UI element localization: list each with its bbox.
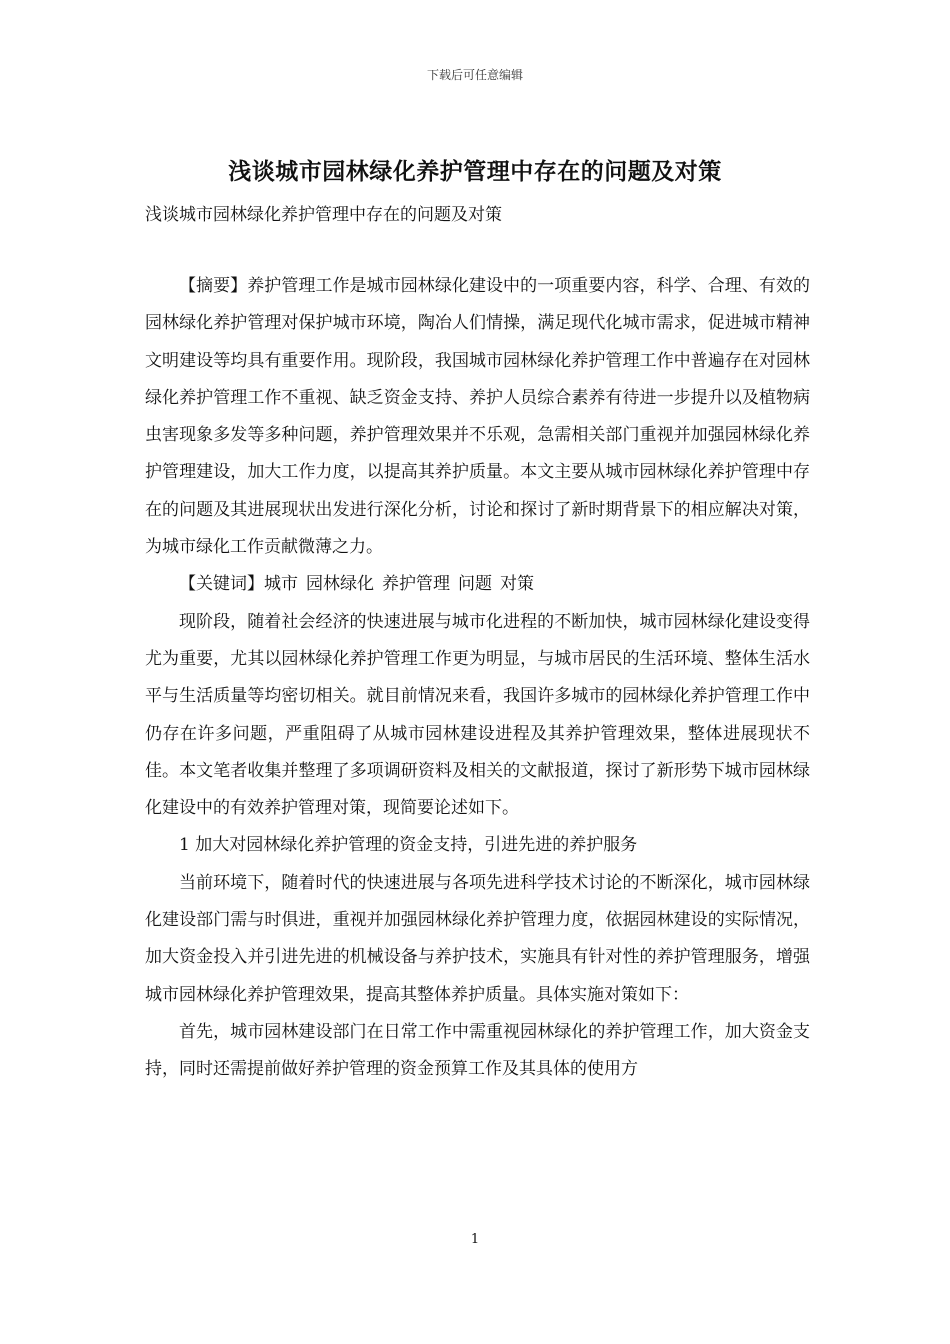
keyword: 城市 (264, 574, 298, 595)
intro-paragraph: 现阶段，随着社会经济的快速进展与城市化进程的不断加快，城市园林绿化建设变得尤为重要，尤其以园林绿化养护管理工作更为明显，与城市居民的生活环境、整体生活水平与生活质量等均密切相关。就目前情况来看，我国许多城市的园林绿化养护管理工作中仍存在许多问题，严重阻碍了从城市园林建设进程及其养护管理效果，整体进展现状不佳。本文笔者收集并整理了多项调研资料及相关的文献报道，探讨了新形势下城市园林绿化建设中的有效养护管理对策，现简要论述如下。 (145, 611, 810, 819)
keyword: 园林绿化 (306, 574, 374, 595)
abstract-paragraph: 【摘要】养护管理工作是城市园林绿化建设中的一项重要内容，科学、合理、有效的园林绿化养护管理对保护城市环境，陶冶人们情操，满足现代化城市需求，促进城市精神文明建设等均具有重要作用。现阶段，我国城市园林绿化养护管理工作中普遍存在对园林绿化养护管理工作不重视、缺乏资金支持、养护人员综合素养有待进一步提升以及植物病虫害现象多发等多种问题，养护管理效果并不乐观，急需相关部门重视并加强园林绿化养护管理建设，加大工作力度，以提高其养护质量。本文主要从城市园林绿化养护管理中存在的问题及其进展现状出发进行深化分析，讨论和探讨了新时期背景下的相应解决对策，为城市绿化工作贡献微薄之力。 (145, 276, 810, 558)
keyword: 养护管理 (382, 574, 450, 595)
header-note: 下载后可任意编辑 (426, 68, 523, 82)
page-number: 1 (470, 1232, 480, 1247)
body-paragraph: 首先，城市园林建设部门在日常工作中需重视园林绿化的养护管理工作，加大资金支持，同时还需提前做好养护管理的资金预算工作及其具体的使用方 (145, 1021, 810, 1080)
keyword: 对策 (500, 574, 534, 595)
keyword: 问题 (458, 574, 492, 595)
document-subtitle: 浅谈城市园林绿化养护管理中存在的问题及对策 (145, 205, 502, 225)
keywords-label: 【关键词】 (179, 574, 264, 595)
keywords-paragraph (145, 566, 810, 603)
document-body (145, 268, 810, 1089)
section-heading: 1 加大对园林绿化养护管理的资金支持，引进先进的养护服务 (179, 835, 638, 856)
document-title: 浅谈城市园林绿化养护管理中存在的问题及对策 (228, 158, 722, 185)
body-paragraph: 当前环境下，随着时代的快速进展与各项先进科学技术讨论的不断深化，城市园林绿化建设部门需与时俱进，重视并加强园林绿化养护管理力度，依据园林建设的实际情况，加大资金投入并引进先进的机械设备与养护技术，实施具有针对性的养护管理服务，增强城市园林绿化养护管理效果，提高其整体养护质量。具体实施对策如下： (145, 872, 810, 1005)
